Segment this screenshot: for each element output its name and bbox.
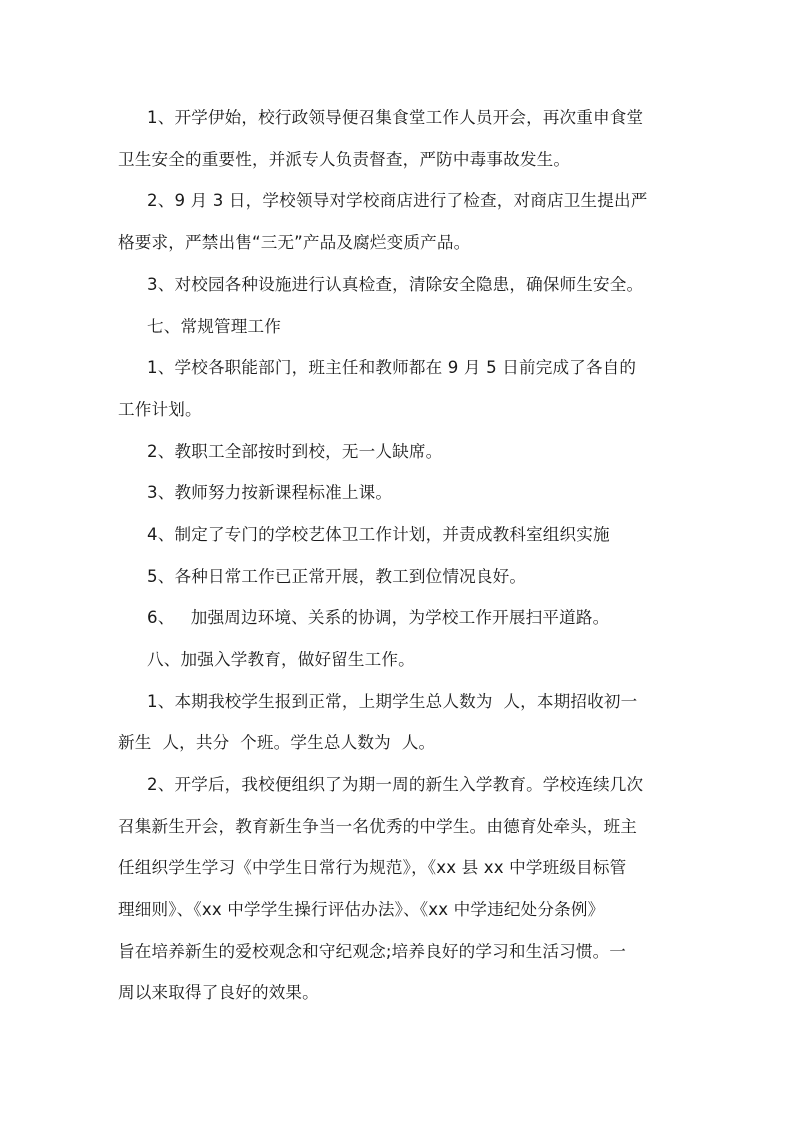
- paragraph-line: 格要求，严禁出售“三无”产品及腐烂变质产品。: [118, 233, 471, 252]
- paragraph-line: 工作计划。: [118, 400, 202, 419]
- paragraph-line: 1、开学伊始，校行政领导便召集食堂工作人员开会，再次重申食堂: [147, 108, 644, 127]
- paragraph-line: 新生 人，共分 个班。学生总人数为 人。: [118, 733, 436, 752]
- paragraph-line: 1、学校各职能部门，班主任和教师都在 9 月 5 日前完成了各自的: [147, 358, 637, 377]
- paragraph-line: 召集新生开会，教育新生争当一名优秀的中学生。由德育处牵头，班主: [118, 817, 638, 836]
- section-heading: 八、加强入学教育，做好留生工作。: [147, 650, 415, 669]
- paragraph-line: 周以来取得了良好的效果。: [118, 983, 319, 1002]
- paragraph-line: 任组织学生学习《中学生日常行为规范》，《xx 县 xx 中学班级目标管: [118, 858, 627, 877]
- section-heading: 七、常规管理工作: [147, 317, 281, 336]
- paragraph-line: 5、各种日常工作已正常开展，教工到位情况良好。: [147, 567, 527, 586]
- paragraph-line: 1、本期我校学生报到正常，上期学生总人数为 人，本期招收初一: [147, 692, 638, 711]
- paragraph-line: 理细则》、《xx 中学学生操行评估办法》、《xx 中学违纪处分条例》: [118, 900, 605, 919]
- paragraph-line: 6、 加强周边环境、关系的协调，为学校工作开展扫平道路。: [147, 608, 610, 627]
- paragraph-line: 旨在培养新生的爱校观念和守纪观念;培养良好的学习和生活习惯。一: [118, 942, 627, 961]
- paragraph-line: 4、制定了专门的学校艺体卫工作计划，并责成教科室组织实施: [147, 525, 610, 544]
- paragraph-line: 卫生安全的重要性，并派专人负责督查，严防中毒事故发生。: [118, 150, 571, 169]
- paragraph-line: 3、对校园各种设施进行认真检查，清除安全隐患，确保师生安全。: [147, 275, 644, 294]
- paragraph-line: 2、9 月 3 日，学校领导对学校商店进行了检查，对商店卫生提出严: [147, 191, 648, 210]
- paragraph-line: 2、教职工全部按时到校，无一人缺席。: [147, 442, 443, 461]
- paragraph-line: 2、开学后，我校便组织了为期一周的新生入学教育。学校连续几次: [147, 775, 644, 794]
- paragraph-line: 3、教师努力按新课程标准上课。: [147, 483, 393, 502]
